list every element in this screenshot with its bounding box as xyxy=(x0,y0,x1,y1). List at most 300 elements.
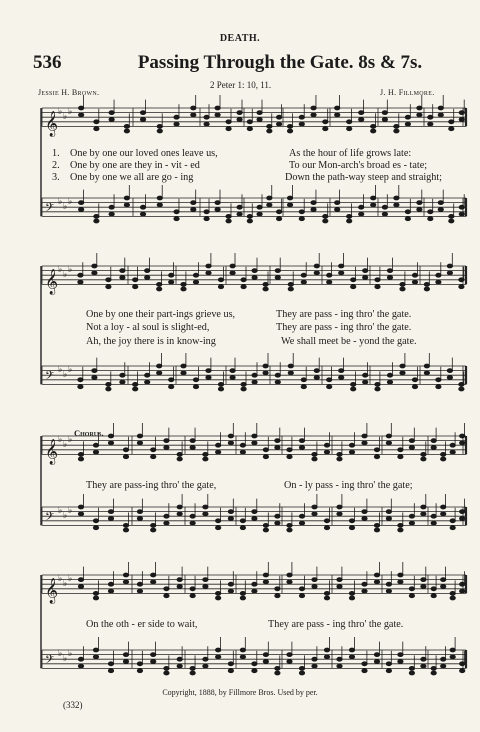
note-head xyxy=(108,517,113,521)
note-head xyxy=(203,657,208,661)
note-head xyxy=(108,434,113,438)
note-head xyxy=(299,594,304,598)
note-head xyxy=(263,455,268,459)
note-head xyxy=(349,596,354,600)
note-head xyxy=(133,278,138,282)
note-head xyxy=(349,450,354,454)
note-head xyxy=(247,127,252,131)
note-head xyxy=(323,219,328,223)
note-head xyxy=(157,287,162,291)
chorus-line: They are pass-ing thro' the gate, xyxy=(86,480,217,491)
note-head xyxy=(275,587,280,591)
note-head xyxy=(337,457,342,461)
note-head xyxy=(428,122,433,126)
note-head xyxy=(216,596,221,600)
note-head xyxy=(363,373,368,377)
note-head xyxy=(351,387,356,391)
note-head xyxy=(203,505,208,509)
note-head xyxy=(417,201,422,205)
note-head xyxy=(257,205,262,209)
note-head xyxy=(137,669,142,673)
note-head xyxy=(174,210,179,214)
note-head xyxy=(157,196,162,200)
chorus-line: On the oth - er side to wait, xyxy=(86,619,198,630)
note-head xyxy=(124,196,129,200)
verse-line: One by one their part-ings grieve us, xyxy=(86,309,236,320)
note-head xyxy=(203,457,208,461)
note-head xyxy=(257,212,262,216)
note-head xyxy=(438,106,443,110)
note-head xyxy=(252,380,257,384)
note-head xyxy=(324,519,329,523)
note-head xyxy=(93,648,98,652)
note-head xyxy=(145,269,150,273)
note-head xyxy=(275,667,280,671)
note-head xyxy=(459,111,464,115)
flat-icon: ♭ xyxy=(68,365,73,375)
note-head xyxy=(157,371,162,375)
note-head xyxy=(363,380,368,384)
note-head xyxy=(382,212,387,216)
note-head xyxy=(459,212,464,216)
note-head xyxy=(371,203,376,207)
note-head xyxy=(108,669,113,673)
verse-line: We shall meet be - yond the gate. xyxy=(281,336,417,347)
note-head xyxy=(374,448,379,452)
note-head xyxy=(362,434,367,438)
note-head xyxy=(240,526,245,530)
note-head xyxy=(387,269,392,273)
note-head xyxy=(237,205,242,209)
note-head xyxy=(347,219,352,223)
note-head xyxy=(339,264,344,268)
note-head xyxy=(123,455,128,459)
note-head xyxy=(362,589,367,593)
note-head xyxy=(287,528,292,532)
note-head xyxy=(436,378,441,382)
note-head xyxy=(324,655,329,659)
note-head xyxy=(301,280,306,284)
note-head xyxy=(387,373,392,377)
note-head xyxy=(394,196,399,200)
note-head xyxy=(431,594,436,598)
note-head xyxy=(436,273,441,277)
note-head xyxy=(287,129,292,133)
note-head xyxy=(299,671,304,675)
note-head xyxy=(120,373,125,377)
note-head xyxy=(157,129,162,133)
note-head xyxy=(226,215,231,219)
note-head xyxy=(371,125,376,129)
note-head xyxy=(177,512,182,516)
flat-icon: ♭ xyxy=(58,265,63,275)
note-head xyxy=(123,528,128,532)
bass-clef-icon: 𝄢 xyxy=(45,201,55,218)
note-head xyxy=(108,589,113,593)
hymn-title: Passing Through the Gate. 8s & 7s. xyxy=(137,52,423,73)
note-head xyxy=(417,208,422,212)
note-head xyxy=(400,371,405,375)
note-head xyxy=(226,120,231,124)
note-head xyxy=(335,208,340,212)
verse-line: As the hour of life grows late: xyxy=(289,148,412,159)
note-head xyxy=(78,280,83,284)
note-head xyxy=(267,203,272,207)
note-head xyxy=(164,587,169,591)
note-head xyxy=(137,582,142,586)
note-head xyxy=(277,217,282,221)
note-head xyxy=(382,111,387,115)
note-head xyxy=(382,118,387,122)
note-head xyxy=(193,273,198,277)
note-head xyxy=(441,505,446,509)
note-head xyxy=(203,512,208,516)
treble-clef-icon: 𝄞 xyxy=(45,578,59,604)
note-head xyxy=(124,129,129,133)
note-head xyxy=(252,589,257,593)
note-head xyxy=(252,441,257,445)
note-head xyxy=(374,524,379,528)
note-head xyxy=(109,205,114,209)
note-head xyxy=(263,448,268,452)
note-head xyxy=(151,528,156,532)
note-head xyxy=(275,276,280,280)
treble-clef-icon: 𝄞 xyxy=(45,269,59,295)
note-head xyxy=(181,364,186,368)
note-head xyxy=(386,582,391,586)
note-head xyxy=(459,383,464,387)
note-head xyxy=(375,285,380,289)
note-head xyxy=(438,208,443,212)
verse-line: 3. One by one we all are go - ing xyxy=(52,172,194,183)
note-head xyxy=(216,519,221,523)
note-head xyxy=(288,283,293,287)
note-head xyxy=(459,285,464,289)
note-head xyxy=(263,528,268,532)
flat-icon: ♭ xyxy=(63,112,68,122)
note-head xyxy=(359,118,364,122)
note-head xyxy=(324,596,329,600)
note-head xyxy=(93,592,98,596)
note-head xyxy=(137,441,142,445)
note-head xyxy=(230,271,235,275)
note-head xyxy=(263,283,268,287)
note-head xyxy=(133,383,138,387)
note-head xyxy=(181,287,186,291)
note-head xyxy=(359,111,364,115)
note-head xyxy=(460,582,465,586)
note-head xyxy=(164,439,169,443)
note-head xyxy=(398,653,403,657)
note-head xyxy=(287,203,292,207)
note-head xyxy=(78,512,83,516)
note-head xyxy=(109,118,114,122)
note-head xyxy=(157,364,162,368)
note-head xyxy=(386,662,391,666)
note-head xyxy=(312,664,317,668)
note-head xyxy=(323,120,328,124)
note-head xyxy=(78,457,83,461)
note-head xyxy=(311,106,316,110)
note-head xyxy=(421,457,426,461)
note-head xyxy=(252,582,257,586)
note-head xyxy=(228,434,233,438)
note-head xyxy=(93,519,98,523)
note-head xyxy=(79,113,84,117)
note-head xyxy=(151,653,156,657)
note-head xyxy=(218,387,223,391)
note-head xyxy=(287,580,292,584)
note-head xyxy=(252,662,257,666)
note-head xyxy=(374,660,379,664)
note-head xyxy=(164,671,169,675)
note-head xyxy=(123,524,128,528)
note-head xyxy=(299,521,304,525)
note-head xyxy=(252,434,257,438)
flat-icon: ♭ xyxy=(68,197,73,207)
note-head xyxy=(347,215,352,219)
note-head xyxy=(441,512,446,516)
note-head xyxy=(206,376,211,380)
note-head xyxy=(375,383,380,387)
note-head xyxy=(349,592,354,596)
note-head xyxy=(275,439,280,443)
note-head xyxy=(106,387,111,391)
note-head xyxy=(362,662,367,666)
note-head xyxy=(417,106,422,110)
note-head xyxy=(460,517,465,521)
note-head xyxy=(106,285,111,289)
note-head xyxy=(215,201,220,205)
note-head xyxy=(363,269,368,273)
note-head xyxy=(371,129,376,133)
note-head xyxy=(263,660,268,664)
flat-icon: ♭ xyxy=(68,265,73,275)
note-head xyxy=(441,657,446,661)
note-head xyxy=(398,580,403,584)
note-head xyxy=(312,657,317,661)
note-head xyxy=(460,434,465,438)
note-head xyxy=(299,587,304,591)
composer-credit: J. H. Fillmore. xyxy=(380,88,435,97)
note-head xyxy=(252,510,257,514)
note-head xyxy=(263,580,268,584)
note-head xyxy=(327,273,332,277)
note-head xyxy=(412,273,417,277)
note-head xyxy=(169,273,174,277)
note-head xyxy=(137,434,142,438)
note-head xyxy=(140,205,145,209)
verse-line: Ah, the joy there is in know-ing xyxy=(86,336,216,347)
verse-line: 1. One by one our loved ones leave us, xyxy=(52,148,218,159)
note-head xyxy=(191,201,196,205)
note-head xyxy=(123,448,128,452)
note-head xyxy=(409,587,414,591)
note-head xyxy=(216,648,221,652)
note-head xyxy=(327,385,332,389)
note-head xyxy=(190,514,195,518)
note-head xyxy=(79,208,84,212)
note-head xyxy=(424,283,429,287)
note-head xyxy=(203,664,208,668)
note-head xyxy=(145,373,150,377)
note-head xyxy=(275,446,280,450)
note-head xyxy=(177,505,182,509)
note-head xyxy=(459,278,464,282)
note-head xyxy=(275,521,280,525)
note-head xyxy=(421,505,426,509)
note-head xyxy=(431,587,436,591)
note-head xyxy=(78,385,83,389)
note-head xyxy=(409,594,414,598)
note-head xyxy=(206,369,211,373)
note-head xyxy=(78,273,83,277)
note-head xyxy=(431,439,436,443)
note-head xyxy=(299,115,304,119)
bass-clef-icon: 𝄢 xyxy=(45,369,55,386)
note-head xyxy=(78,505,83,509)
note-head xyxy=(323,215,328,219)
bass-clef-icon: 𝄢 xyxy=(45,510,55,527)
note-head xyxy=(257,111,262,115)
note-head xyxy=(301,385,306,389)
note-head xyxy=(230,376,235,380)
note-head xyxy=(108,510,113,514)
note-head xyxy=(169,378,174,382)
note-head xyxy=(311,201,316,205)
note-head xyxy=(193,280,198,284)
note-head xyxy=(267,129,272,133)
note-head xyxy=(450,655,455,659)
note-head xyxy=(460,589,465,593)
note-head xyxy=(424,371,429,375)
note-head xyxy=(400,364,405,368)
note-head xyxy=(94,215,99,219)
note-head xyxy=(92,271,97,275)
note-head xyxy=(438,113,443,117)
note-head xyxy=(335,106,340,110)
note-head xyxy=(450,526,455,530)
note-head xyxy=(362,510,367,514)
note-head xyxy=(216,450,221,454)
note-head xyxy=(216,526,221,530)
note-head xyxy=(181,371,186,375)
note-head xyxy=(94,219,99,223)
note-head xyxy=(177,664,182,668)
note-head xyxy=(267,125,272,129)
note-head xyxy=(349,648,354,652)
note-head xyxy=(252,373,257,377)
note-head xyxy=(460,662,465,666)
note-head xyxy=(241,278,246,282)
note-head xyxy=(190,587,195,591)
note-head xyxy=(277,210,282,214)
note-head xyxy=(394,129,399,133)
note-head xyxy=(450,592,455,596)
note-head xyxy=(263,524,268,528)
note-head xyxy=(362,582,367,586)
note-head xyxy=(324,526,329,530)
note-head xyxy=(405,115,410,119)
note-head xyxy=(447,376,452,380)
note-head xyxy=(339,376,344,380)
note-head xyxy=(438,201,443,205)
note-head xyxy=(240,450,245,454)
verse-line: They are pass - ing thro' the gate. xyxy=(276,309,412,320)
note-head xyxy=(252,517,257,521)
copyright-notice: Copyright, 1888, by Fillmore Bros. Used by per. xyxy=(162,688,318,697)
note-head xyxy=(247,215,252,219)
flat-icon: ♭ xyxy=(68,649,73,659)
note-head xyxy=(157,203,162,207)
note-head xyxy=(311,113,316,117)
note-head xyxy=(312,505,317,509)
note-head xyxy=(123,580,128,584)
note-head xyxy=(288,287,293,291)
note-head xyxy=(263,653,268,657)
flat-icon: ♭ xyxy=(63,370,68,380)
note-head xyxy=(412,385,417,389)
bass-clef-icon: 𝄢 xyxy=(45,653,55,670)
note-head xyxy=(421,453,426,457)
note-head xyxy=(151,524,156,528)
note-head xyxy=(93,526,98,530)
note-head xyxy=(301,378,306,382)
note-head xyxy=(204,210,209,214)
note-head xyxy=(421,512,426,516)
note-head xyxy=(263,364,268,368)
note-head xyxy=(151,573,156,577)
chorus-line: On - ly pass - ing thro' the gate; xyxy=(284,480,413,491)
flat-icon: ♭ xyxy=(58,197,63,207)
note-head xyxy=(93,596,98,600)
chorus-line: They are pass - ing thro' the gate. xyxy=(268,619,404,630)
note-head xyxy=(263,287,268,291)
note-head xyxy=(137,517,142,521)
note-head xyxy=(275,671,280,675)
note-head xyxy=(164,594,169,598)
author-credit: Jessie H. Brown. xyxy=(38,88,100,97)
note-head xyxy=(275,269,280,273)
note-head xyxy=(375,387,380,391)
note-head xyxy=(409,521,414,525)
note-head xyxy=(228,517,233,521)
note-head xyxy=(362,669,367,673)
note-head xyxy=(349,443,354,447)
note-head xyxy=(106,278,111,282)
note-head xyxy=(123,573,128,577)
note-head xyxy=(387,380,392,384)
note-head xyxy=(78,585,83,589)
note-head xyxy=(164,446,169,450)
note-head xyxy=(349,655,354,659)
note-head xyxy=(459,118,464,122)
note-head xyxy=(151,448,156,452)
note-head xyxy=(386,434,391,438)
note-head xyxy=(120,380,125,384)
flat-icon: ♭ xyxy=(68,435,73,445)
scripture-reference: 2 Peter 1: 10, 11. xyxy=(210,80,272,90)
flat-icon: ♭ xyxy=(63,579,68,589)
note-head xyxy=(409,446,414,450)
note-head xyxy=(409,667,414,671)
note-head xyxy=(151,580,156,584)
note-head xyxy=(428,210,433,214)
note-head xyxy=(424,287,429,291)
note-head xyxy=(287,524,292,528)
note-head xyxy=(324,450,329,454)
note-head xyxy=(108,582,113,586)
